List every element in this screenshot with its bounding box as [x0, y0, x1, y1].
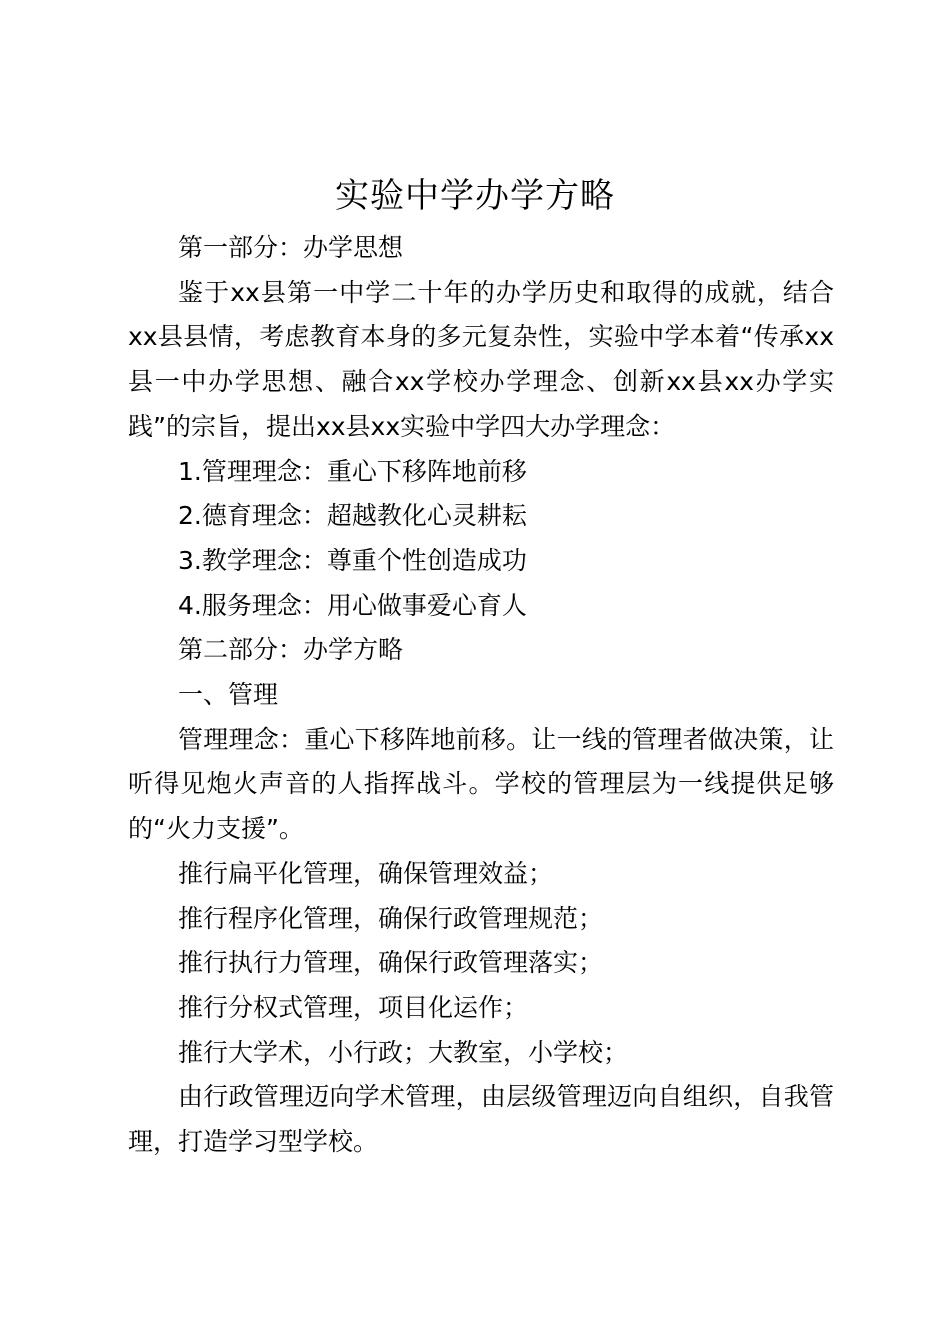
management-measure-academic: 推行大学术，小行政；大教室，小学校；	[178, 1037, 629, 1067]
management-measure-flat: 推行扁平化管理，确保管理效益；	[178, 858, 554, 888]
subsection-heading-management: 一、管理	[178, 680, 279, 710]
section-heading-part-two: 第二部分：办学方略	[178, 635, 404, 665]
philosophy-item-management: 1.管理理念：重心下移阵地前移	[178, 456, 527, 486]
section-heading-part-one: 第一部分：办学思想	[178, 233, 404, 262]
management-measure-procedural: 推行程序化管理，确保行政管理规范；	[178, 903, 604, 933]
management-measure-decentralized: 推行分权式管理，项目化运作；	[178, 992, 529, 1022]
management-closing-paragraph: 由行政管理迈向学术管理，由层级管理迈向自组织，自我管理，打造学习型学校。	[128, 1082, 834, 1157]
philosophy-item-moral-education: 2.德育理念：超越教化心灵耕耘	[178, 501, 527, 531]
document-title: 实验中学办学方略	[335, 176, 615, 216]
management-measure-execution: 推行执行力管理，确保行政管理落实；	[178, 948, 604, 978]
management-philosophy-paragraph: 管理理念：重心下移阵地前移。让一线的管理者做决策，让听得见炮火声音的人指挥战斗。学校的管理层为一线提供足够的“火力支援”。	[128, 724, 834, 844]
document-body	[128, 226, 834, 1165]
intro-paragraph: 鉴于xx县第一中学二十年的办学历史和取得的成就，结合xx县县情，考虑教育本身的多元复杂性，实验中学本着“传承xx县一中办学思想、融合xx学校办学理念、创新xx县xx办学实践”的宗旨，提出xx县xx实验中学四大办学理念：	[128, 277, 834, 441]
philosophy-item-teaching: 3.教学理念：尊重个性创造成功	[178, 545, 527, 575]
philosophy-item-service: 4.服务理念：用心做事爱心育人	[178, 590, 527, 620]
